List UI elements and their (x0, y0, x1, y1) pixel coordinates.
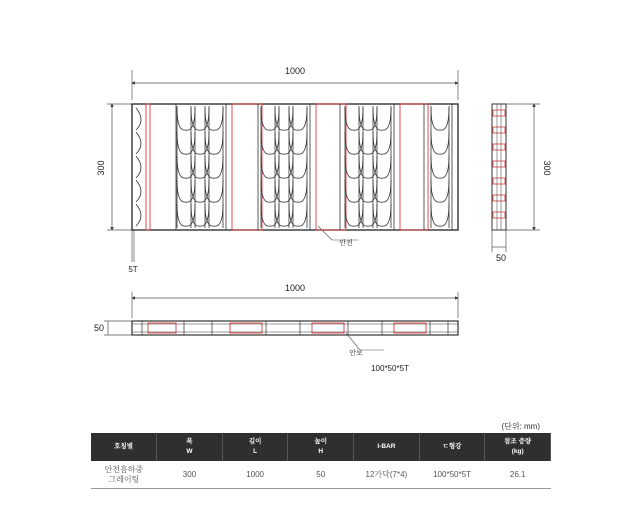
table-cell: 안전흠하중 그레이팅 (91, 461, 157, 489)
red-channel (146, 104, 150, 230)
lobe (191, 108, 209, 130)
bottom-width-dimension (132, 283, 458, 318)
bottom-width-label: 1000 (284, 283, 306, 293)
lobe (205, 156, 223, 178)
lobe-column (205, 106, 223, 228)
spec-table (91, 433, 551, 489)
lobe-column (373, 106, 391, 228)
thickness-label: 5T (128, 265, 138, 274)
table-cell: 100*50*5T (419, 461, 485, 489)
top-view (96, 66, 458, 274)
lobe (345, 180, 363, 202)
edge-lobe (136, 180, 141, 202)
red-channel (316, 104, 346, 230)
grating-panels (136, 104, 452, 230)
table-header-cell (485, 433, 551, 461)
side-depth-label: 50 (495, 253, 507, 263)
lobe (373, 180, 391, 202)
header-line2: L (253, 448, 258, 455)
bottom-callout (346, 333, 409, 373)
lobe (431, 204, 449, 226)
lobe (289, 180, 307, 202)
header-line2: W (186, 448, 193, 455)
lobe-column (275, 106, 293, 228)
lobe (275, 108, 293, 130)
top-height-label: 300 (96, 160, 106, 176)
lobe (275, 180, 293, 202)
table-header-cell (288, 433, 354, 461)
top-width-label: 1000 (284, 66, 306, 76)
bottom-height-dimension (94, 321, 134, 335)
lobe (359, 108, 377, 130)
lobe (431, 108, 449, 130)
lobe-column (177, 106, 195, 228)
lobe (191, 180, 209, 202)
table-cell: 1000 (222, 461, 288, 489)
side-ibar-marks (493, 104, 505, 230)
spec-header-row (91, 433, 551, 461)
lobe-column (345, 106, 363, 228)
lobe (359, 156, 377, 178)
lobe (205, 204, 223, 226)
lobe-column (359, 106, 377, 228)
side-ibar-mark (493, 212, 505, 218)
lobe (205, 108, 223, 130)
edge-lobe (136, 132, 141, 154)
lobe (275, 204, 293, 226)
bottom-callout-label: 안보 (349, 350, 363, 357)
header-line1: 참조 중량 (504, 438, 532, 445)
lobe (261, 108, 279, 130)
top-callout-label: 안전 (339, 240, 353, 247)
lobe (177, 180, 195, 202)
bottom-channel-mark (394, 323, 426, 333)
top-callout (318, 226, 358, 247)
header-line1: 폭 (186, 438, 193, 445)
channel-spec-label: 100*50*5T (371, 364, 409, 373)
bottom-section-marks (132, 321, 458, 335)
lobe (345, 108, 363, 130)
top-height-dimension (96, 104, 134, 230)
table-header-cell (157, 433, 223, 461)
header-line1: 높이 (314, 438, 328, 445)
spec-body (91, 461, 551, 489)
side-ibar-mark (493, 161, 505, 167)
bottom-channel-mark (312, 323, 344, 333)
lobe (191, 204, 209, 226)
edge-lobe (136, 108, 141, 130)
table-header-cell (91, 433, 157, 461)
lobe-column (191, 106, 209, 228)
side-ibar-mark (493, 144, 505, 150)
lobe (345, 204, 363, 226)
side-height-label: 300 (542, 160, 552, 176)
header-line2: H (318, 448, 324, 455)
lobe (289, 204, 307, 226)
lobe (289, 156, 307, 178)
lobe (275, 132, 293, 154)
side-height-dimension (506, 104, 552, 230)
side-depth-dimension (492, 230, 506, 263)
table-cell: 26.1 (485, 461, 551, 489)
side-ibar-mark (493, 110, 505, 116)
bottom-view (94, 283, 458, 373)
side-ibar-mark (493, 178, 505, 184)
table-cell: 300 (157, 461, 223, 489)
table-header-cell (354, 433, 420, 461)
lobe (177, 204, 195, 226)
lobe (345, 132, 363, 154)
table-header-cell (419, 433, 485, 461)
header-line2: (kg) (511, 448, 524, 455)
side-ibar-mark (493, 127, 505, 133)
lobe (373, 132, 391, 154)
table-cell: 50 (288, 461, 354, 489)
red-channel (232, 104, 262, 230)
lobe (191, 156, 209, 178)
bottom-channel-mark (230, 323, 262, 333)
side-ibar-mark (493, 195, 505, 201)
unit-note: (단위: mm) (501, 422, 540, 431)
side-view (492, 104, 552, 263)
top-frame (132, 104, 458, 230)
lobe (373, 156, 391, 178)
lobe (177, 156, 195, 178)
table-cell: 12가닥(7*4) (354, 461, 420, 489)
bottom-height-label: 50 (93, 323, 105, 333)
thickness-indicator (128, 230, 137, 274)
lobe (177, 132, 195, 154)
lobe (359, 204, 377, 226)
lobe (373, 204, 391, 226)
lobe (205, 180, 223, 202)
lobe (289, 108, 307, 130)
lobe (345, 156, 363, 178)
lobe (431, 156, 449, 178)
lobe (359, 180, 377, 202)
lobe (191, 132, 209, 154)
lobe (261, 132, 279, 154)
header-line1: I-BAR (377, 443, 396, 450)
lobe (359, 132, 377, 154)
lobe (275, 156, 293, 178)
bottom-channel-mark (148, 323, 176, 333)
lobe-column (261, 106, 279, 228)
lobe (261, 204, 279, 226)
lobe-column (431, 106, 449, 228)
edge-lobe (136, 156, 141, 178)
lobe (431, 180, 449, 202)
edge-lobe (136, 204, 141, 226)
header-line1: ㄷ형강 (442, 443, 462, 450)
lobe-column (289, 106, 307, 228)
header-line1: 길이 (248, 438, 262, 445)
table-header-cell (222, 433, 288, 461)
lobe (261, 180, 279, 202)
lobe (205, 132, 223, 154)
top-width-dimension (132, 66, 458, 100)
lobe (261, 156, 279, 178)
table-row (91, 461, 551, 489)
lobe (431, 132, 449, 154)
lobe (177, 108, 195, 130)
header-line1: 호칭별 (114, 443, 133, 450)
lobe (373, 108, 391, 130)
lobe (289, 132, 307, 154)
